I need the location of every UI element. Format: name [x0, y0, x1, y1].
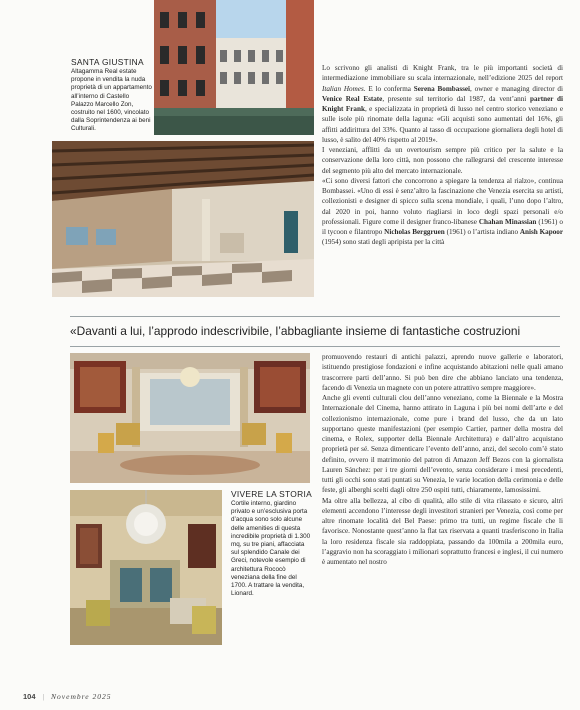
- report-title: Italian Homes: [322, 84, 364, 93]
- divider-top: [70, 316, 560, 317]
- person-name: Nicholas Berggruen: [384, 228, 445, 236]
- article-paragraph: I veneziani, afflitti da un overtourism sempre più critico per la salute e la conservazione della loro città, non possono che rallegrarsi del crescente interesse del segmento più alto del mercato internazionale.: [322, 146, 563, 175]
- person-name: Serena Bombassei: [413, 84, 471, 93]
- photo-attic-interior: [52, 141, 314, 297]
- article-paragraph: promuovendo restauri di antichi palazzi, aprendo nuove gallerie e laboratori, istituendo prestigiose fondazioni e infine acquistando abitazioni nelle quali amano trascorrere parti dell’anno. Si può ben dire che abbiano lanciato una tendenza, facendo di Venezia un magnete con un potere attrattivo sempre maggiore».: [322, 353, 563, 392]
- company-name: Venice Real Estate: [322, 94, 383, 103]
- footer-separator: |: [42, 692, 45, 701]
- article-column-top: [322, 63, 563, 315]
- pull-quote: «Davanti a lui, l’approdo indescrivibile, l’abbagliante insieme di fantastiche costruzioni: [70, 324, 521, 338]
- page-footer: [23, 692, 111, 701]
- caption-text: Altagamma Real estate propone in vendita la nuda proprietà di un appartamento all’interno di Castello Palazzo Marcello Zon, costruito nel 1600, vincolato dalla Soprintendenza ai beni Culturali.: [71, 68, 152, 133]
- issue-date: Novembre 2025: [51, 692, 112, 701]
- divider-bottom: [70, 346, 560, 347]
- article-paragraph: «Ci sono diversi fattori che concorrono a spiegare la tendenza al rialzo», continua Bombassei. «Uno di essi è senz’altro la fascinazione che Venezia esercita su artisti, collezionisti e designer di spicco sulla scena mondiale, i quali, l’uno dopo l’altro, dal 2020 in poi, hanno voluto riagliarsi in loco degli spazi personali e/o professionali. Figure come il designer franco-libanese Chahan Minassian (1961) o il tycoon e filantropo Nicholas Berggruen (1961) o l’artista indiano Anish Kapoor (1954) sono stati degli apripista per la città: [322, 176, 563, 247]
- caption-santa-giustina: [71, 57, 153, 134]
- article-paragraph: Anche gli eventi culturali clou dell’anno veneziano, come la Biennale e la Mostra Internazionale del Cinema, hanno attirato in Laguna i più bei nomi dell’arte e del collezionismo internazionale, come pure i brand del lusso, che da un lato supportano queste manifestazioni (per esempio Cartier, partner della mostra del cinema, e Rolex, supporter della Biennale Architettura) e dall’altro acquistano proprietà per sé. Senza dimenticare l’evento dell’anno, anzi, del secolo com’è stato definito, ovvero il matrimonio del patron di Amazon Jeff Bezos con la giornalista Lauren Sánchez: per i tre giorni dell’evento, senza considerare i mesi precedenti, tutti gli occhi sono stati puntati su Venezia, le varie location della cerimonia e delle feste, gli alberghi scelti dagli oltre 250 ospiti tutti, chiaramente, lamosissimi.: [322, 394, 563, 495]
- article-paragraph: Lo scrivono gli analisti di Knight Frank, tra le più importanti società di intermediazione immobiliare su scala internazionale, nell’edizione 2025 del report Italian Homes. E lo conferma Serena Bombassei, owner e managing director di Venice Real Estate, presente sul territorio dal 1987, da vent’anni partner di Knight Frank, e specializzata in proprietà di lusso nel centro storico veneziano e sulle isole più rinomate della laguna: «Gli acquisti sono aumentati del 16%, gli affitti addirittura del 33%. Quanto al tasso di occupazione giornaliera degli hotel di lusso, è salito del 40% rispetto al 2019».: [322, 64, 563, 144]
- photo-frescoed-salon: [70, 353, 310, 483]
- person-name: Chahan Minassian: [478, 217, 537, 226]
- page-number: 104: [23, 692, 36, 701]
- caption-text: Cortile interno, giardino privato e un’esclusiva porta d’acqua sono solo alcune delle amenities di questa incredibile proprietà di 1.300 mq, su tre piani, affacciata sul splendido Canale dei Greci, notevole esempio di architettura Rococò veneziana della fine del 1700. A trattare la vendita, Lionard.: [231, 500, 311, 598]
- caption-title: SANTA GIUSTINA: [71, 57, 144, 67]
- photo-venice-canal: [154, 0, 314, 135]
- article-column-bottom: [322, 352, 563, 682]
- person-name: Anish Kapoor: [519, 228, 563, 236]
- caption-title: VIVERE LA STORIA: [231, 489, 312, 499]
- article-paragraph: Ma oltre alla bellezza, al cibo di qualità, allo stile di vita rilassato e sicuro, altri elementi accendono l’interesse degli investitori stranieri per Venezia, così come per altre rinomate località del Bel Paese: primo tra tutti, un regime fiscale che li favorisce. Nonostante quest’anno la flat tax riservata a quanti trasferiscono in Italia la loro residenza fiscale sia raddoppiata, passando da 100mila a 200mila euro, l’aggravio non ha scoraggiato i milionari soprattutto francesi e inglesi, il cui numero è aumentato nel nostro: [322, 496, 563, 566]
- caption-vivere-la-storia: [231, 489, 313, 598]
- photo-chandelier-room: [70, 490, 222, 645]
- partner-name: partner di Knight Frank: [322, 94, 563, 113]
